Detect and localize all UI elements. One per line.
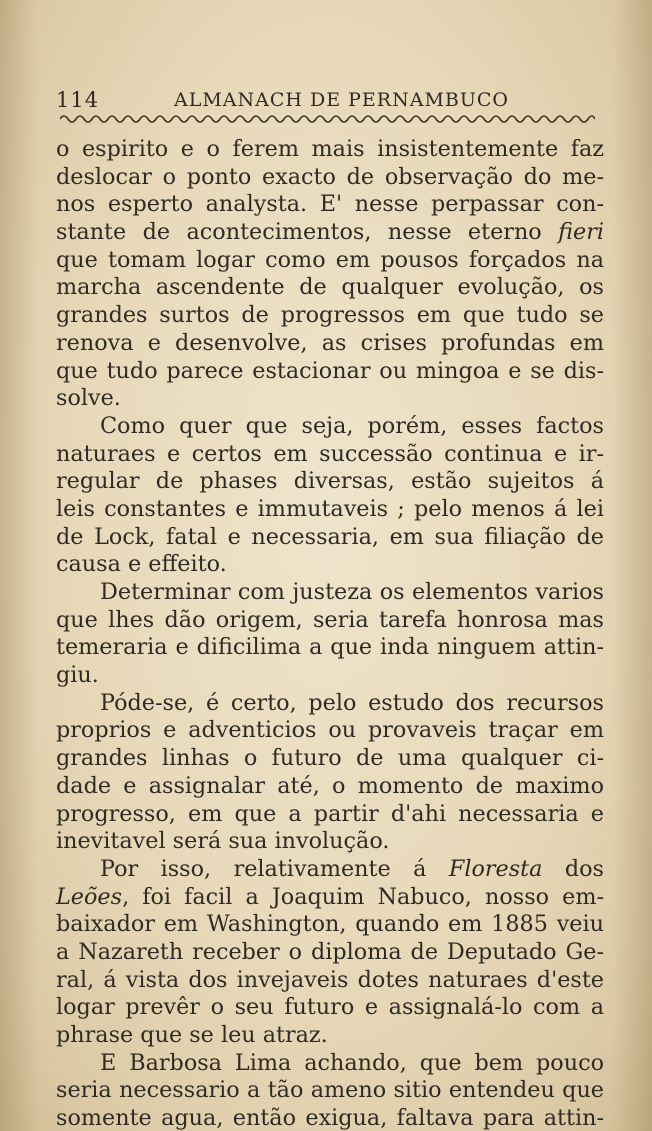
text-line: renova e desenvolve, as crises profundas em (56, 329, 604, 356)
running-title: ALMANACH DE PERNAMBUCO (174, 89, 509, 111)
text-line: temeraria e dificilima a que inda ninguem attin- (56, 634, 604, 661)
text-line: ral, á vista dos invejaveis dotes naturaes d'este (56, 966, 604, 993)
text-line: seria necessario a tão ameno sitio entendeu que (56, 1077, 604, 1104)
text-line: solve. (56, 385, 121, 412)
page-number: 114 (56, 88, 100, 112)
text-line: leis constantes e immutaveis ; pelo menos á lei (56, 495, 604, 522)
text-line: nos esperto analysta. E' nesse perpassar con- (56, 191, 604, 218)
text-line: que lhes dão origem, seria tarefa honrosa mas (56, 606, 604, 633)
text-line: E Barbosa Lima achando, que bem pouco (100, 1049, 604, 1076)
text-line: progresso, em que a partir d'ahi necessaria e (56, 800, 604, 827)
text-line: logar prevêr o seu futuro e assignalá-lo com a (56, 994, 604, 1021)
text-line: proprios e adventicios ou provaveis traçar em (56, 717, 604, 744)
text-line: o espirito e o ferem mais insistentemente faz (56, 136, 604, 162)
body-text (56, 136, 604, 1131)
text-line: stante de acontecimentos, nesse eterno fieri (56, 219, 604, 246)
page-edge-shadow-right (612, 0, 652, 1131)
text-line: dade e assignalar até, o momento de maximo (56, 772, 604, 799)
text-line: deslocar o ponto exacto de observação do me- (56, 163, 604, 190)
text-line: a Nazareth receber o diploma de Deputado Ge- (56, 938, 604, 965)
text-line: regular de phases diversas, estão sujeitos á (56, 468, 604, 495)
text-line: grandes surtos de progressos em que tudo se (56, 302, 604, 329)
text-line: Póde-se, é certo, pelo estudo dos recursos (100, 689, 604, 716)
header-wavy-rule (60, 113, 595, 125)
text-line: naturaes e certos em successão continua e ir- (56, 440, 604, 467)
page-edge-shadow-left (0, 0, 38, 1131)
text-line: giu. (56, 662, 99, 689)
text-line: causa e effeito. (56, 551, 227, 578)
text-line: inevitavel será sua involução. (56, 828, 390, 855)
text-line: phrase que se leu atraz. (56, 1022, 328, 1048)
text-line: de Lock, fatal e necessaria, em sua filiação de (56, 523, 604, 550)
text-line: grandes linhas o futuro de uma qualquer ci- (56, 745, 604, 772)
text-line: que tomam logar como em pousos forçados na (56, 246, 604, 273)
text-line: Por isso, relativamente á Floresta dos (100, 855, 604, 882)
text-line: Leões, foi facil a Joaquim Nabuco, nosso em- (56, 883, 604, 910)
text-line: Como quer que seja, porém, esses factos (100, 412, 604, 439)
text-line: marcha ascendente de qualquer evolução, os (56, 274, 604, 301)
text-line: que tudo parece estacionar ou mingoa e se dis- (56, 357, 604, 384)
text-line: somente agua, então exigua, faltava para attin- (56, 1105, 604, 1131)
text-line: Determinar com justeza os elementos varios (100, 579, 604, 605)
text-line: baixador em Washington, quando em 1885 veiu (56, 911, 604, 938)
